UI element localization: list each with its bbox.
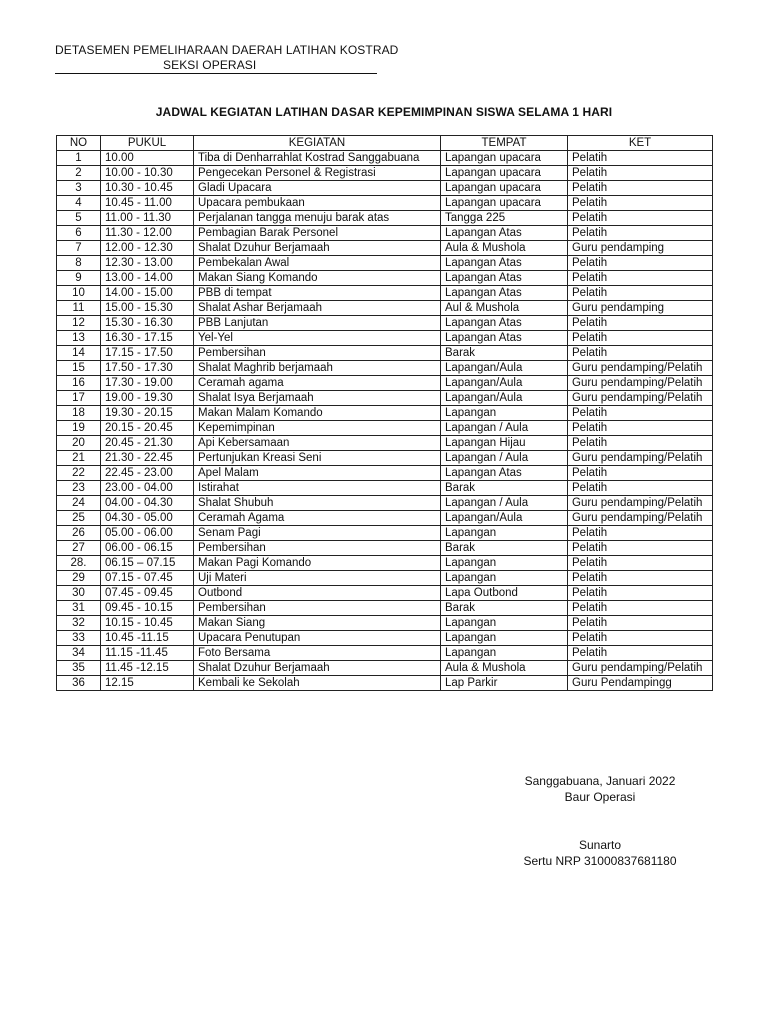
- cell-no: 6: [57, 226, 101, 241]
- cell-tempat: Lapangan upacara: [441, 166, 568, 181]
- cell-pukul: 23.00 - 04.00: [101, 481, 194, 496]
- cell-no: 23: [57, 481, 101, 496]
- cell-tempat: Lap Parkir: [441, 676, 568, 691]
- table-row: [57, 316, 713, 331]
- signer-name: Sunarto: [578, 838, 622, 852]
- cell-pukul: 12.30 - 13.00: [101, 256, 194, 271]
- cell-tempat: Lapangan Hijau: [441, 436, 568, 451]
- cell-pukul: 04.00 - 04.30: [101, 496, 194, 511]
- cell-tempat: Lapangan/Aula: [441, 361, 568, 376]
- cell-ket: Pelatih: [568, 271, 713, 286]
- header-underline: [55, 73, 377, 74]
- signer-rank-nrp: Sertu NRP 31000837681180: [523, 854, 677, 868]
- cell-tempat: Barak: [441, 541, 568, 556]
- column-header-no: NO: [57, 136, 101, 151]
- place-date: Sanggabuana, Januari 2022: [524, 774, 676, 788]
- cell-tempat: Barak: [441, 481, 568, 496]
- cell-no: 28.: [57, 556, 101, 571]
- cell-kegiatan: Outbond: [194, 586, 441, 601]
- cell-tempat: Lapangan / Aula: [441, 496, 568, 511]
- cell-ket: Pelatih: [568, 166, 713, 181]
- cell-no: 19: [57, 421, 101, 436]
- cell-no: 34: [57, 646, 101, 661]
- cell-no: 32: [57, 616, 101, 631]
- cell-ket: Pelatih: [568, 226, 713, 241]
- table-row: [57, 661, 713, 676]
- cell-pukul: 17.50 - 17.30: [101, 361, 194, 376]
- cell-pukul: 09.45 - 10.15: [101, 601, 194, 616]
- cell-kegiatan: Apel Malam: [194, 466, 441, 481]
- cell-pukul: 05.00 - 06.00: [101, 526, 194, 541]
- cell-tempat: Aul & Mushola: [441, 301, 568, 316]
- cell-pukul: 10.45 - 11.00: [101, 196, 194, 211]
- cell-no: 20: [57, 436, 101, 451]
- cell-kegiatan: Upacara Penutupan: [194, 631, 441, 646]
- cell-kegiatan: Kepemimpinan: [194, 421, 441, 436]
- cell-ket: Pelatih: [568, 601, 713, 616]
- cell-tempat: Lapangan/Aula: [441, 511, 568, 526]
- cell-no: 13: [57, 331, 101, 346]
- table-row: [57, 301, 713, 316]
- table-row: [57, 286, 713, 301]
- cell-no: 26: [57, 526, 101, 541]
- cell-no: 21: [57, 451, 101, 466]
- cell-ket: Pelatih: [568, 196, 713, 211]
- cell-pukul: 21.30 - 22.45: [101, 451, 194, 466]
- cell-no: 27: [57, 541, 101, 556]
- cell-no: 25: [57, 511, 101, 526]
- cell-pukul: 10.00: [101, 151, 194, 166]
- cell-no: 36: [57, 676, 101, 691]
- cell-no: 29: [57, 571, 101, 586]
- cell-no: 8: [57, 256, 101, 271]
- cell-tempat: Lapangan: [441, 631, 568, 646]
- cell-no: 31: [57, 601, 101, 616]
- cell-pukul: 14.00 - 15.00: [101, 286, 194, 301]
- table-row: [57, 166, 713, 181]
- cell-tempat: Lapangan Atas: [441, 331, 568, 346]
- cell-ket: Pelatih: [568, 616, 713, 631]
- cell-pukul: 11.00 - 11.30: [101, 211, 194, 226]
- cell-kegiatan: Uji Materi: [194, 571, 441, 586]
- cell-pukul: 20.45 - 21.30: [101, 436, 194, 451]
- cell-kegiatan: Ceramah agama: [194, 376, 441, 391]
- cell-ket: Pelatih: [568, 346, 713, 361]
- cell-no: 17: [57, 391, 101, 406]
- cell-no: 14: [57, 346, 101, 361]
- cell-kegiatan: Api Kebersamaan: [194, 436, 441, 451]
- table-row: [57, 196, 713, 211]
- table-row: [57, 406, 713, 421]
- cell-tempat: Lapangan / Aula: [441, 421, 568, 436]
- cell-kegiatan: Yel-Yel: [194, 331, 441, 346]
- cell-tempat: Lapangan/Aula: [441, 376, 568, 391]
- cell-tempat: Barak: [441, 601, 568, 616]
- table-row: [57, 481, 713, 496]
- cell-kegiatan: Upacara pembukaan: [194, 196, 441, 211]
- cell-kegiatan: Shalat Shubuh: [194, 496, 441, 511]
- cell-ket: Pelatih: [568, 421, 713, 436]
- cell-ket: Pelatih: [568, 586, 713, 601]
- cell-ket: Pelatih: [568, 211, 713, 226]
- cell-no: 5: [57, 211, 101, 226]
- cell-ket: Pelatih: [568, 436, 713, 451]
- table-row: [57, 676, 713, 691]
- table-row: [57, 496, 713, 511]
- cell-tempat: Lapangan: [441, 526, 568, 541]
- cell-ket: Pelatih: [568, 151, 713, 166]
- table-row: [57, 256, 713, 271]
- cell-pukul: 10.15 - 10.45: [101, 616, 194, 631]
- signature-block: [500, 773, 700, 869]
- cell-ket: Guru pendamping: [568, 301, 713, 316]
- cell-tempat: Lapangan upacara: [441, 196, 568, 211]
- table-row: [57, 616, 713, 631]
- schedule-title: JADWAL KEGIATAN LATIHAN DASAR KEPEMIMPINAN SISWA SELAMA 1 HARI: [155, 105, 613, 119]
- cell-tempat: Barak: [441, 346, 568, 361]
- cell-ket: Pelatih: [568, 541, 713, 556]
- table-row: [57, 586, 713, 601]
- signer-role: Baur Operasi: [564, 790, 636, 804]
- cell-kegiatan: Pertunjukan Kreasi Seni: [194, 451, 441, 466]
- column-header-pukul: PUKUL: [101, 136, 194, 151]
- cell-pukul: 06.15 – 07.15: [101, 556, 194, 571]
- cell-ket: Pelatih: [568, 481, 713, 496]
- cell-ket: Pelatih: [568, 331, 713, 346]
- table-row: [57, 361, 713, 376]
- table-row: [57, 601, 713, 616]
- cell-pukul: 13.00 - 14.00: [101, 271, 194, 286]
- cell-ket: Pelatih: [568, 286, 713, 301]
- cell-tempat: Lapa Outbond: [441, 586, 568, 601]
- cell-pukul: 11.15 -11.45: [101, 646, 194, 661]
- cell-pukul: 15.30 - 16.30: [101, 316, 194, 331]
- cell-tempat: Lapangan Atas: [441, 256, 568, 271]
- cell-pukul: 16.30 - 17.15: [101, 331, 194, 346]
- cell-pukul: 19.30 - 20.15: [101, 406, 194, 421]
- cell-ket: Guru pendamping/Pelatih: [568, 391, 713, 406]
- cell-ket: Pelatih: [568, 646, 713, 661]
- column-header-tempat: TEMPAT: [441, 136, 568, 151]
- cell-pukul: 17.15 - 17.50: [101, 346, 194, 361]
- cell-ket: Guru pendamping/Pelatih: [568, 451, 713, 466]
- table-row: [57, 211, 713, 226]
- cell-kegiatan: Gladi Upacara: [194, 181, 441, 196]
- cell-tempat: Aula & Mushola: [441, 241, 568, 256]
- cell-kegiatan: Perjalanan tangga menuju barak atas: [194, 211, 441, 226]
- cell-no: 10: [57, 286, 101, 301]
- cell-no: 24: [57, 496, 101, 511]
- cell-no: 35: [57, 661, 101, 676]
- cell-kegiatan: Makan Pagi Komando: [194, 556, 441, 571]
- cell-ket: Guru pendamping/Pelatih: [568, 496, 713, 511]
- cell-kegiatan: Pembekalan Awal: [194, 256, 441, 271]
- cell-pukul: 22.45 - 23.00: [101, 466, 194, 481]
- cell-no: 7: [57, 241, 101, 256]
- cell-pukul: 12.00 - 12.30: [101, 241, 194, 256]
- table-row: [57, 181, 713, 196]
- cell-tempat: Lapangan / Aula: [441, 451, 568, 466]
- cell-ket: Guru pendamping/Pelatih: [568, 376, 713, 391]
- table-row: [57, 646, 713, 661]
- cell-kegiatan: Shalat Dzuhur Berjamaah: [194, 241, 441, 256]
- cell-tempat: Lapangan: [441, 406, 568, 421]
- cell-pukul: 20.15 - 20.45: [101, 421, 194, 436]
- cell-kegiatan: Shalat Ashar Berjamaah: [194, 301, 441, 316]
- cell-pukul: 11.45 -12.15: [101, 661, 194, 676]
- cell-kegiatan: Shalat Dzuhur Berjamaah: [194, 661, 441, 676]
- document-header: [55, 43, 399, 74]
- cell-tempat: Lapangan/Aula: [441, 391, 568, 406]
- cell-ket: Pelatih: [568, 526, 713, 541]
- table-header-row: [57, 136, 713, 151]
- cell-ket: Pelatih: [568, 466, 713, 481]
- cell-ket: Guru Pendampingg: [568, 676, 713, 691]
- table-row: [57, 346, 713, 361]
- cell-tempat: Lapangan: [441, 616, 568, 631]
- table-row: [57, 151, 713, 166]
- cell-no: 2: [57, 166, 101, 181]
- cell-pukul: 07.15 - 07.45: [101, 571, 194, 586]
- cell-ket: Guru pendamping/Pelatih: [568, 361, 713, 376]
- cell-pukul: 12.15: [101, 676, 194, 691]
- cell-kegiatan: Kembali ke Sekolah: [194, 676, 441, 691]
- cell-kegiatan: Pembersihan: [194, 346, 441, 361]
- cell-tempat: Lapangan: [441, 571, 568, 586]
- cell-kegiatan: Tiba di Denharrahlat Kostrad Sanggabuana: [194, 151, 441, 166]
- cell-pukul: 15.00 - 15.30: [101, 301, 194, 316]
- cell-ket: Pelatih: [568, 631, 713, 646]
- cell-tempat: Lapangan: [441, 646, 568, 661]
- cell-tempat: Lapangan Atas: [441, 316, 568, 331]
- cell-no: 1: [57, 151, 101, 166]
- column-header-ket: KET: [568, 136, 713, 151]
- table-row: [57, 511, 713, 526]
- cell-pukul: 10.45 -11.15: [101, 631, 194, 646]
- cell-no: 22: [57, 466, 101, 481]
- cell-pukul: 19.00 - 19.30: [101, 391, 194, 406]
- table-row: [57, 556, 713, 571]
- cell-kegiatan: Pembersihan: [194, 541, 441, 556]
- table-row: [57, 466, 713, 481]
- cell-tempat: Lapangan upacara: [441, 181, 568, 196]
- cell-pukul: 04.30 - 05.00: [101, 511, 194, 526]
- schedule-body: [57, 151, 713, 691]
- table-row: [57, 241, 713, 256]
- column-header-kegiatan: KEGIATAN: [194, 136, 441, 151]
- cell-kegiatan: Makan Siang: [194, 616, 441, 631]
- cell-ket: Pelatih: [568, 556, 713, 571]
- cell-no: 12: [57, 316, 101, 331]
- cell-pukul: 07.45 - 09.45: [101, 586, 194, 601]
- table-row: [57, 631, 713, 646]
- cell-kegiatan: Shalat Isya Berjamaah: [194, 391, 441, 406]
- cell-tempat: Lapangan Atas: [441, 271, 568, 286]
- section-name: SEKSI OPERASI: [163, 58, 257, 72]
- cell-kegiatan: Ceramah Agama: [194, 511, 441, 526]
- cell-kegiatan: Makan Siang Komando: [194, 271, 441, 286]
- table-row: [57, 541, 713, 556]
- table-row: [57, 226, 713, 241]
- table-row: [57, 391, 713, 406]
- cell-kegiatan: PBB di tempat: [194, 286, 441, 301]
- cell-ket: Pelatih: [568, 256, 713, 271]
- cell-pukul: 10.00 - 10.30: [101, 166, 194, 181]
- cell-kegiatan: Shalat Maghrib berjamaah: [194, 361, 441, 376]
- cell-no: 4: [57, 196, 101, 211]
- table-row: [57, 526, 713, 541]
- cell-tempat: Lapangan Atas: [441, 466, 568, 481]
- cell-ket: Pelatih: [568, 316, 713, 331]
- cell-kegiatan: PBB Lanjutan: [194, 316, 441, 331]
- cell-no: 33: [57, 631, 101, 646]
- cell-kegiatan: Makan Malam Komando: [194, 406, 441, 421]
- table-row: [57, 571, 713, 586]
- cell-tempat: Lapangan Atas: [441, 286, 568, 301]
- cell-tempat: Tangga 225: [441, 211, 568, 226]
- table-row: [57, 271, 713, 286]
- table-row: [57, 376, 713, 391]
- cell-pukul: 10.30 - 10.45: [101, 181, 194, 196]
- cell-kegiatan: Foto Bersama: [194, 646, 441, 661]
- cell-no: 30: [57, 586, 101, 601]
- cell-no: 18: [57, 406, 101, 421]
- cell-tempat: Aula & Mushola: [441, 661, 568, 676]
- cell-no: 15: [57, 361, 101, 376]
- cell-no: 3: [57, 181, 101, 196]
- cell-kegiatan: Pembagian Barak Personel: [194, 226, 441, 241]
- cell-tempat: Lapangan Atas: [441, 226, 568, 241]
- table-row: [57, 451, 713, 466]
- table-row: [57, 331, 713, 346]
- table-row: [57, 421, 713, 436]
- cell-ket: Pelatih: [568, 571, 713, 586]
- cell-ket: Guru pendamping: [568, 241, 713, 256]
- cell-ket: Guru pendamping/Pelatih: [568, 511, 713, 526]
- cell-kegiatan: Pengecekan Personel & Registrasi: [194, 166, 441, 181]
- cell-pukul: 17.30 - 19.00: [101, 376, 194, 391]
- cell-kegiatan: Istirahat: [194, 481, 441, 496]
- cell-kegiatan: Pembersihan: [194, 601, 441, 616]
- cell-pukul: 11.30 - 12.00: [101, 226, 194, 241]
- cell-no: 9: [57, 271, 101, 286]
- table-row: [57, 436, 713, 451]
- schedule-table: [56, 135, 713, 691]
- organization-name: DETASEMEN PEMELIHARAAN DAERAH LATIHAN KOSTRAD: [55, 43, 399, 57]
- cell-ket: Pelatih: [568, 406, 713, 421]
- cell-kegiatan: Senam Pagi: [194, 526, 441, 541]
- cell-no: 16: [57, 376, 101, 391]
- cell-pukul: 06.00 - 06.15: [101, 541, 194, 556]
- cell-tempat: Lapangan: [441, 556, 568, 571]
- cell-no: 11: [57, 301, 101, 316]
- cell-tempat: Lapangan upacara: [441, 151, 568, 166]
- cell-ket: Guru pendamping/Pelatih: [568, 661, 713, 676]
- cell-ket: Pelatih: [568, 181, 713, 196]
